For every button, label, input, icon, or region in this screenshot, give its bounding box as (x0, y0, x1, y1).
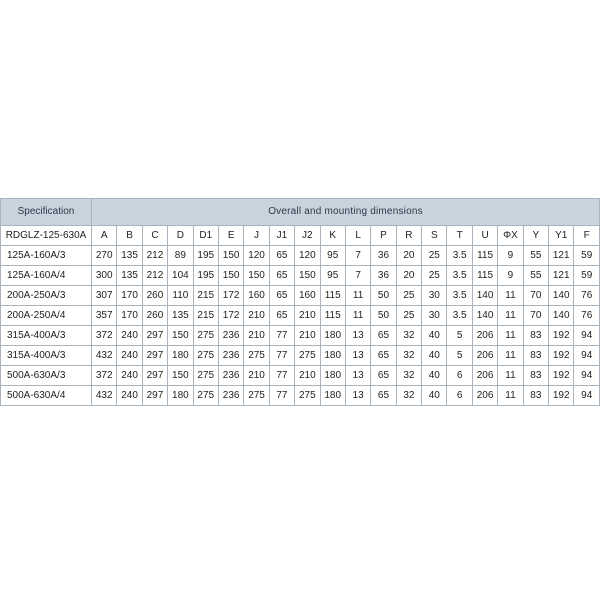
cell-e: 172 (218, 286, 243, 306)
cell-y: 55 (523, 246, 548, 266)
table-subheader-row (1, 226, 600, 246)
cell-b: 240 (117, 386, 142, 406)
column-header-s: S (422, 226, 447, 246)
cell-s: 30 (422, 306, 447, 326)
cell-j2: 210 (295, 326, 320, 346)
cell-p: 36 (371, 266, 396, 286)
cell-t: 3.5 (447, 266, 472, 286)
cell-d: 150 (168, 326, 193, 346)
cell-d1: 275 (193, 386, 218, 406)
cell-a: 307 (92, 286, 117, 306)
cell-y: 83 (523, 366, 548, 386)
cell-k: 115 (320, 306, 345, 326)
cell-phix: 11 (498, 306, 523, 326)
cell-j: 210 (244, 366, 269, 386)
row-specification: 315A-400A/3 (1, 326, 92, 346)
cell-y1: 192 (549, 346, 574, 366)
cell-l: 11 (345, 306, 370, 326)
column-header-y1: Y1 (549, 226, 574, 246)
row-specification: 315A-400A/3 (1, 346, 92, 366)
cell-j1: 77 (269, 346, 294, 366)
cell-p: 65 (371, 366, 396, 386)
table-row (1, 386, 600, 406)
column-header-b: B (117, 226, 142, 246)
cell-a: 357 (92, 306, 117, 326)
cell-r: 32 (396, 366, 421, 386)
column-header-phix: ΦX (498, 226, 523, 246)
table-row (1, 246, 600, 266)
cell-j2: 210 (295, 306, 320, 326)
cell-e: 236 (218, 366, 243, 386)
column-header-j: J (244, 226, 269, 246)
cell-u: 115 (472, 246, 497, 266)
cell-l: 13 (345, 346, 370, 366)
row-specification: 200A-250A/4 (1, 306, 92, 326)
cell-e: 236 (218, 346, 243, 366)
table-row (1, 366, 600, 386)
table-row (1, 346, 600, 366)
cell-d1: 215 (193, 306, 218, 326)
cell-a: 270 (92, 246, 117, 266)
cell-s: 30 (422, 286, 447, 306)
cell-t: 6 (447, 386, 472, 406)
cell-y: 55 (523, 266, 548, 286)
cell-t: 5 (447, 346, 472, 366)
cell-r: 20 (396, 246, 421, 266)
cell-d1: 275 (193, 366, 218, 386)
cell-j2: 275 (295, 346, 320, 366)
table-header-row (1, 199, 600, 226)
cell-d: 110 (168, 286, 193, 306)
cell-y: 70 (523, 286, 548, 306)
cell-u: 206 (472, 386, 497, 406)
column-header-f: F (574, 226, 600, 246)
row-specification: 125A-160A/3 (1, 246, 92, 266)
cell-j: 160 (244, 286, 269, 306)
cell-a: 372 (92, 366, 117, 386)
cell-u: 115 (472, 266, 497, 286)
cell-u: 206 (472, 366, 497, 386)
cell-j2: 160 (295, 286, 320, 306)
cell-j: 150 (244, 266, 269, 286)
cell-l: 7 (345, 246, 370, 266)
column-header-e: E (218, 226, 243, 246)
cell-e: 236 (218, 326, 243, 346)
cell-e: 236 (218, 386, 243, 406)
cell-d: 89 (168, 246, 193, 266)
cell-j: 210 (244, 306, 269, 326)
cell-b: 240 (117, 366, 142, 386)
column-header-k: K (320, 226, 345, 246)
row-specification: 125A-160A/4 (1, 266, 92, 286)
cell-l: 11 (345, 286, 370, 306)
cell-b: 240 (117, 346, 142, 366)
cell-j2: 210 (295, 366, 320, 386)
dimensions-table (0, 198, 600, 406)
column-header-a: A (92, 226, 117, 246)
cell-j1: 65 (269, 246, 294, 266)
cell-a: 432 (92, 346, 117, 366)
cell-b: 135 (117, 266, 142, 286)
cell-r: 32 (396, 386, 421, 406)
cell-j1: 65 (269, 286, 294, 306)
cell-l: 13 (345, 386, 370, 406)
cell-c: 297 (142, 346, 167, 366)
cell-p: 50 (371, 286, 396, 306)
cell-c: 260 (142, 306, 167, 326)
cell-j2: 275 (295, 386, 320, 406)
cell-c: 212 (142, 246, 167, 266)
table-row (1, 266, 600, 286)
cell-s: 25 (422, 246, 447, 266)
column-header-p: P (371, 226, 396, 246)
column-header-j1: J1 (269, 226, 294, 246)
column-header-r: R (396, 226, 421, 246)
row-specification: 500A-630A/3 (1, 366, 92, 386)
cell-j1: 65 (269, 306, 294, 326)
column-header-d1: D1 (193, 226, 218, 246)
cell-s: 40 (422, 346, 447, 366)
cell-d1: 195 (193, 266, 218, 286)
cell-c: 297 (142, 386, 167, 406)
column-header-c: C (142, 226, 167, 246)
cell-y: 83 (523, 326, 548, 346)
cell-j2: 150 (295, 266, 320, 286)
cell-s: 25 (422, 266, 447, 286)
cell-r: 25 (396, 286, 421, 306)
cell-p: 65 (371, 386, 396, 406)
cell-y1: 121 (549, 246, 574, 266)
cell-k: 115 (320, 286, 345, 306)
cell-t: 3.5 (447, 306, 472, 326)
cell-j1: 65 (269, 266, 294, 286)
cell-t: 5 (447, 326, 472, 346)
column-header-u: U (472, 226, 497, 246)
cell-k: 95 (320, 246, 345, 266)
cell-s: 40 (422, 386, 447, 406)
cell-f: 76 (574, 306, 600, 326)
cell-d: 104 (168, 266, 193, 286)
cell-e: 150 (218, 246, 243, 266)
cell-u: 140 (472, 306, 497, 326)
cell-y: 70 (523, 306, 548, 326)
cell-phix: 11 (498, 386, 523, 406)
cell-b: 170 (117, 306, 142, 326)
cell-y1: 192 (549, 326, 574, 346)
cell-a: 372 (92, 326, 117, 346)
cell-r: 20 (396, 266, 421, 286)
cell-s: 40 (422, 366, 447, 386)
cell-j2: 120 (295, 246, 320, 266)
row-specification: 200A-250A/3 (1, 286, 92, 306)
cell-t: 3.5 (447, 246, 472, 266)
cell-e: 150 (218, 266, 243, 286)
cell-f: 94 (574, 326, 600, 346)
cell-j: 120 (244, 246, 269, 266)
cell-r: 32 (396, 326, 421, 346)
cell-c: 297 (142, 326, 167, 346)
column-header-l: L (345, 226, 370, 246)
cell-y1: 121 (549, 266, 574, 286)
cell-b: 240 (117, 326, 142, 346)
cell-r: 25 (396, 306, 421, 326)
column-header-y: Y (523, 226, 548, 246)
cell-f: 94 (574, 366, 600, 386)
cell-j1: 77 (269, 386, 294, 406)
cell-phix: 9 (498, 266, 523, 286)
cell-k: 180 (320, 326, 345, 346)
cell-y1: 140 (549, 306, 574, 326)
cell-l: 7 (345, 266, 370, 286)
cell-d: 180 (168, 346, 193, 366)
cell-l: 13 (345, 366, 370, 386)
cell-t: 3.5 (447, 286, 472, 306)
cell-phix: 11 (498, 286, 523, 306)
cell-y1: 192 (549, 366, 574, 386)
table-row (1, 306, 600, 326)
cell-p: 36 (371, 246, 396, 266)
cell-c: 297 (142, 366, 167, 386)
cell-l: 13 (345, 326, 370, 346)
dimensions-table-container (0, 198, 600, 406)
cell-phix: 11 (498, 366, 523, 386)
cell-k: 95 (320, 266, 345, 286)
row-specification: 500A-630A/4 (1, 386, 92, 406)
cell-e: 172 (218, 306, 243, 326)
specification-model: RDGLZ-125-630A (1, 226, 92, 246)
cell-phix: 11 (498, 326, 523, 346)
column-header-j2: J2 (295, 226, 320, 246)
cell-t: 6 (447, 366, 472, 386)
cell-y1: 140 (549, 286, 574, 306)
cell-j1: 77 (269, 366, 294, 386)
cell-p: 65 (371, 346, 396, 366)
cell-r: 32 (396, 346, 421, 366)
cell-u: 140 (472, 286, 497, 306)
cell-d: 150 (168, 366, 193, 386)
column-header-t: T (447, 226, 472, 246)
table-row (1, 286, 600, 306)
cell-p: 65 (371, 326, 396, 346)
table-header (1, 199, 600, 246)
specification-header: Specification (1, 199, 92, 226)
table-row (1, 326, 600, 346)
cell-s: 40 (422, 326, 447, 346)
cell-k: 180 (320, 386, 345, 406)
cell-c: 212 (142, 266, 167, 286)
cell-f: 59 (574, 246, 600, 266)
cell-y: 83 (523, 346, 548, 366)
cell-j: 275 (244, 346, 269, 366)
cell-u: 206 (472, 326, 497, 346)
cell-a: 300 (92, 266, 117, 286)
cell-j1: 77 (269, 326, 294, 346)
cell-p: 50 (371, 306, 396, 326)
cell-d: 135 (168, 306, 193, 326)
table-body (1, 246, 600, 406)
cell-c: 260 (142, 286, 167, 306)
column-header-d: D (168, 226, 193, 246)
cell-phix: 11 (498, 346, 523, 366)
cell-d1: 215 (193, 286, 218, 306)
cell-k: 180 (320, 346, 345, 366)
cell-b: 170 (117, 286, 142, 306)
cell-k: 180 (320, 366, 345, 386)
cell-a: 432 (92, 386, 117, 406)
cell-j: 275 (244, 386, 269, 406)
cell-y1: 192 (549, 386, 574, 406)
cell-f: 59 (574, 266, 600, 286)
cell-f: 76 (574, 286, 600, 306)
cell-d1: 275 (193, 346, 218, 366)
cell-f: 94 (574, 386, 600, 406)
cell-d1: 195 (193, 246, 218, 266)
cell-b: 135 (117, 246, 142, 266)
cell-y: 83 (523, 386, 548, 406)
cell-j: 210 (244, 326, 269, 346)
cell-d: 180 (168, 386, 193, 406)
cell-phix: 9 (498, 246, 523, 266)
cell-f: 94 (574, 346, 600, 366)
cell-u: 206 (472, 346, 497, 366)
cell-d1: 275 (193, 326, 218, 346)
overall-dimensions-header: Overall and mounting dimensions (92, 199, 600, 226)
